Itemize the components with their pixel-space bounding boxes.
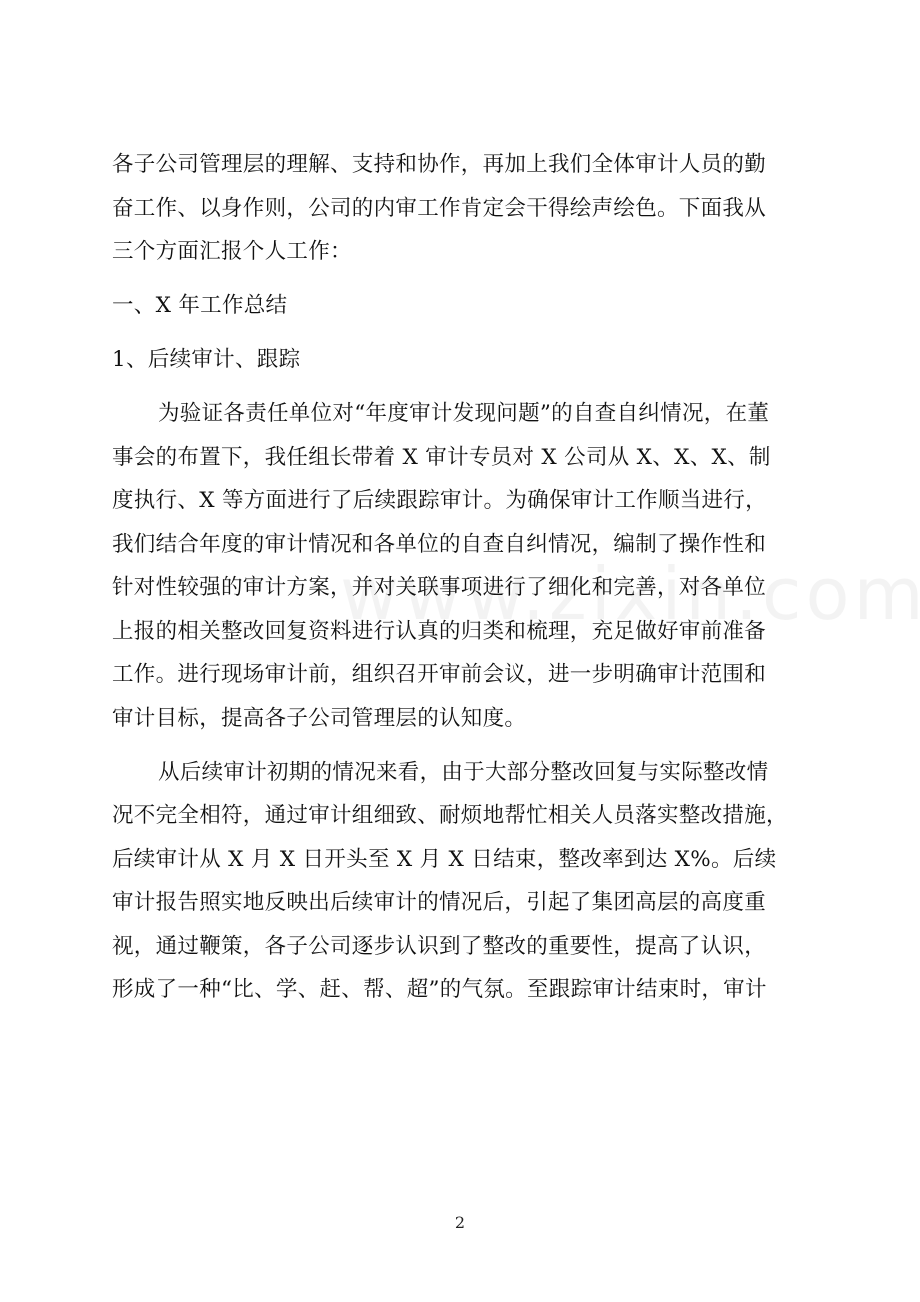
body-paragraph-2 — [112, 751, 812, 1012]
intro-paragraph — [112, 143, 812, 274]
text-line: 工作。进行现场审计前，组织召开审前会议，进一步明确审计范围和 — [112, 662, 767, 687]
text-line: 审计报告照实地反映出后续审计的情况后，引起了集团高层的高度重 — [112, 890, 767, 915]
text-line: 上报的相关整改回复资料进行认真的归类和梳理，充足做好审前准备 — [112, 618, 767, 644]
text-line: 各子公司管理层的理解、支持和协作，再加上我们全体审计人员的勤 — [112, 152, 767, 177]
heading-text: 一、X 年工作总结 — [112, 293, 288, 318]
subsection-heading — [112, 338, 812, 382]
text-line: 况不完全相符，通过审计组细致、耐烦地帮忙相关人员落实整改措施， — [112, 803, 788, 828]
text-line: 奋工作、以身作则，公司的内审工作肯定会干得绘声绘色。下面我从 — [112, 195, 767, 221]
text-line: 从后续审计初期的情况来看，由于大部分整改回复与实际整改情 — [158, 759, 769, 785]
text-line: 审计目标，提高各子公司管理层的认知度。 — [112, 705, 527, 731]
text-line: 为验证各责任单位对“年度审计发现问题”的自查自纠情况，在董 — [158, 401, 770, 426]
text-line: 度执行、X 等方面进行了后续跟踪审计。为确保审计工作顺当进行， — [112, 488, 767, 513]
body-paragraph-1 — [112, 392, 812, 740]
heading-text: 1、后续审计、跟踪 — [112, 347, 301, 372]
text-line: 后续审计从 X 月 X 日开头至 X 月 X 日结束，整改率到达 X%。后续 — [112, 846, 777, 872]
page-number: 2 — [454, 1213, 466, 1232]
section-heading — [112, 284, 812, 328]
text-line: 视，通过鞭策，各子公司逐步认识到了整改的重要性，提高了认识， — [112, 933, 767, 959]
text-line: 形成了一种“比、学、赶、帮、超”的气氛。至跟踪审计结束时，审计 — [112, 977, 767, 1002]
text-line: 事会的布置下，我任组长带着 X 审计专员对 X 公司从 X、X、X、制 — [112, 444, 771, 470]
text-line: 我们结合年度的审计情况和各单位的自查自纠情况，编制了操作性和 — [112, 531, 767, 557]
text-line: 三个方面汇报个人工作： — [112, 239, 352, 264]
text-line: 针对性较强的审计方案，并对关联事项进行了细化和完善，对各单位 — [112, 575, 767, 600]
document-body — [112, 143, 812, 1012]
